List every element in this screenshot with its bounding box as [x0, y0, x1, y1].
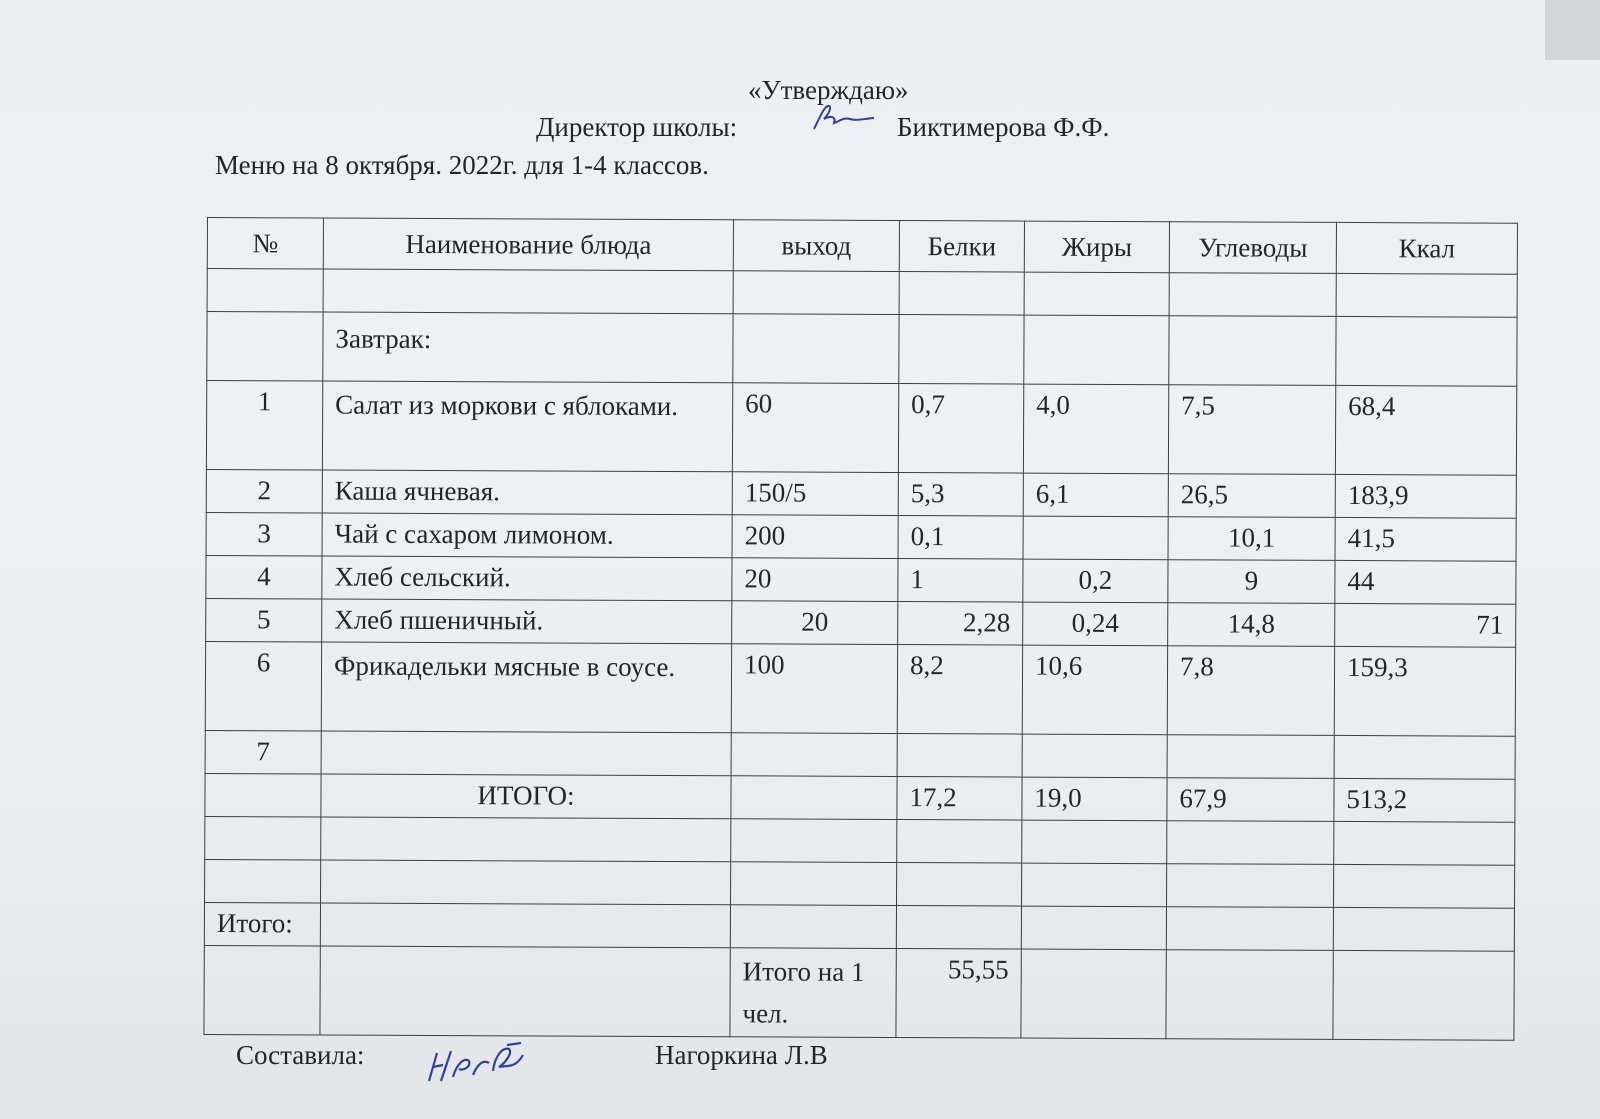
dish-name: Чай с сахаром лимоном.: [322, 513, 732, 558]
row-no: 6: [205, 641, 321, 731]
dish-carbs: 14,8: [1168, 603, 1335, 647]
dish-output: 60: [732, 383, 898, 473]
itogo-row: [204, 902, 1514, 951]
dish-protein: 8,2: [897, 645, 1022, 735]
table-row: [206, 512, 1516, 561]
table-row: [206, 381, 1516, 476]
director-signature: [810, 103, 878, 133]
table-row: [206, 598, 1516, 647]
dish-name: Фрикадельки мясные в соусе.: [321, 642, 731, 733]
director-name: Биктимерова Ф.Ф.: [897, 112, 1110, 142]
dish-kcal: 41,5: [1335, 517, 1516, 561]
itogo-label: Итого:: [204, 902, 320, 946]
section-label: Завтрак:: [323, 312, 733, 383]
total-fat: 19,0: [1022, 777, 1167, 821]
dish-carbs: 9: [1168, 560, 1335, 604]
dish-fat: 6,1: [1023, 473, 1168, 517]
director-label: Директор школы:: [536, 112, 738, 142]
total-carbs: 67,9: [1167, 778, 1334, 822]
table-row: [205, 730, 1515, 779]
col-header-output: выход: [733, 220, 899, 272]
total-row: [205, 773, 1515, 822]
compiled-label: Составила:: [236, 1040, 365, 1070]
dish-protein: 2,28: [898, 602, 1023, 646]
dish-kcal: 44: [1335, 560, 1516, 604]
menu-title: Меню на 8 октября. 2022г. для 1-4 классов.: [215, 150, 709, 180]
dish-carbs: 7,8: [1167, 646, 1334, 736]
table-header-row: [207, 218, 1517, 275]
per-person-label: Итого на 1 чел.: [730, 948, 896, 1038]
menu-table: [203, 217, 1518, 1041]
dish-name: Каша ячневая.: [322, 470, 732, 515]
dish-protein: 0,7: [898, 384, 1023, 474]
col-header-no: №: [207, 218, 323, 270]
page-edge: [1545, 0, 1600, 60]
dish-protein: 5,3: [898, 473, 1023, 517]
per-person-value: 55,55: [896, 949, 1021, 1039]
col-header-fat: Жиры: [1024, 221, 1169, 273]
row-no: 3: [206, 512, 322, 556]
row-no: 1: [206, 381, 322, 471]
dish-output: 20: [732, 558, 898, 602]
dish-fat: 4,0: [1023, 384, 1168, 474]
dish-fat: 0,24: [1023, 602, 1168, 646]
col-header-protein: Белки: [899, 221, 1024, 273]
row-no: 2: [206, 469, 322, 513]
table-row-empty: [205, 816, 1515, 865]
table-row-empty: [205, 859, 1515, 908]
row-no: 4: [206, 555, 322, 599]
section-row: [207, 312, 1517, 387]
dish-carbs: 10,1: [1168, 517, 1335, 561]
dish-kcal: 71: [1335, 603, 1516, 647]
total-label: ИТОГО:: [321, 774, 731, 819]
dish-carbs: 7,5: [1168, 385, 1335, 475]
dish-name: Хлеб сельский.: [322, 556, 732, 601]
dish-fat: 10,6: [1022, 645, 1167, 735]
table-row: [206, 555, 1516, 604]
dish-name: Хлеб пшеничный.: [322, 599, 732, 644]
col-header-kcal: Ккал: [1336, 222, 1517, 274]
col-header-carbs: Углеводы: [1169, 222, 1336, 274]
row-no: 7: [205, 730, 321, 774]
table-row: [205, 641, 1515, 736]
dish-kcal: 68,4: [1335, 385, 1516, 475]
dish-fat: [1023, 516, 1168, 560]
compiled-name: Нагоркина Л.В: [655, 1040, 828, 1070]
table-row: [206, 469, 1516, 518]
row-no: 5: [206, 598, 322, 642]
approval-heading: «Утверждаю»: [748, 75, 909, 105]
per-person-row: [204, 945, 1514, 1040]
dish-output: 200: [732, 515, 898, 559]
dish-protein: 0,1: [898, 516, 1023, 560]
dish-carbs: 26,5: [1168, 474, 1335, 518]
compiler-signature: [423, 1041, 533, 1085]
dish-output: 150/5: [732, 472, 898, 516]
dish-output: 20: [732, 601, 898, 645]
col-header-name: Наименование блюда: [323, 218, 733, 271]
dish-kcal: 183,9: [1335, 474, 1516, 518]
dish-kcal: 159,3: [1334, 646, 1515, 736]
dish-protein: 1: [898, 559, 1023, 603]
total-kcal: 513,2: [1334, 778, 1515, 822]
total-protein: 17,2: [897, 777, 1022, 821]
table-row-empty: [207, 269, 1517, 318]
dish-fat: 0,2: [1023, 559, 1168, 603]
dish-name: Салат из моркови с яблоками.: [322, 381, 732, 472]
dish-output: 100: [731, 644, 897, 734]
